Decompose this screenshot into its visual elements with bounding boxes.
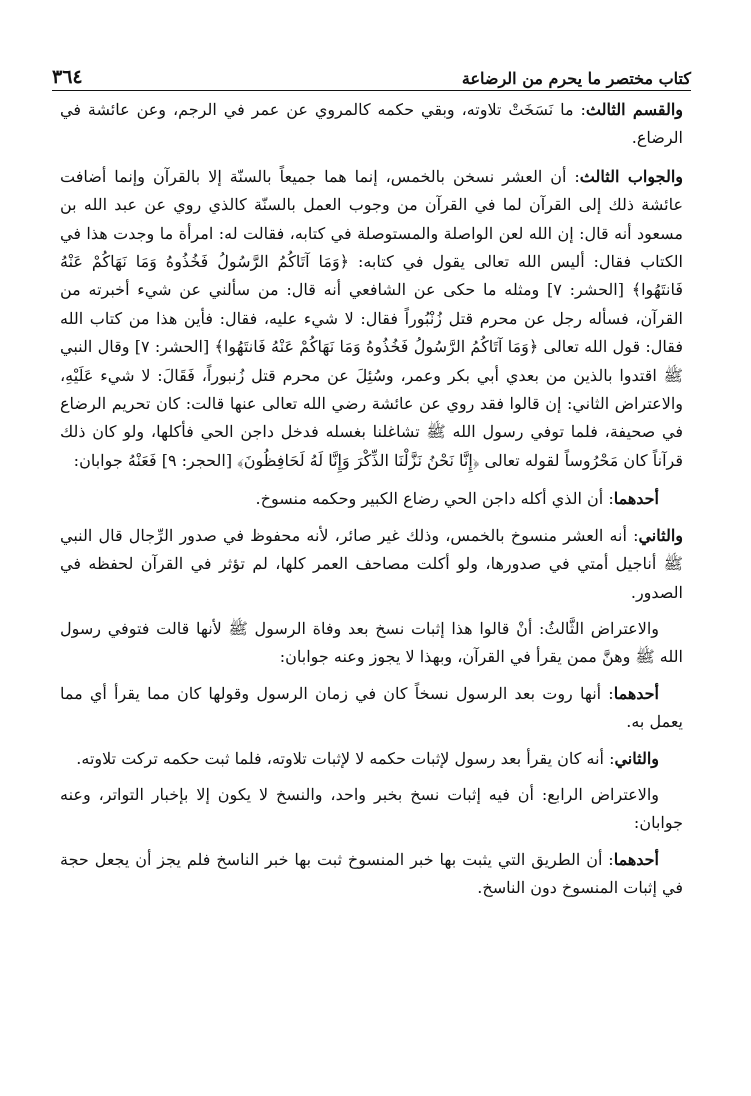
page-body	[60, 96, 683, 911]
header-divider	[52, 90, 691, 91]
paragraph-text: : ما نَسَخَتْ تلاوته، وبقي حكمه كالمروي عن عمر في الرجم، وعن عائشة في الرضاع.	[60, 100, 683, 148]
paragraph-lead: والثاني	[614, 748, 659, 768]
paragraph-lead: أحدهما	[613, 849, 659, 869]
paragraph-text: : أن الطريق التي يثبت بها خبر المنسوخ ثبت بها خبر الناسخ فلم يجز أن يجعل حجة في إثبات المنسوخ دون الناسخ.	[60, 849, 683, 898]
paragraph-lead: والجواب الثالث	[579, 166, 684, 186]
page-header	[52, 58, 691, 88]
paragraph-lead: والقسم الثالث	[585, 100, 683, 119]
paragraph-text: والاعتراض الثَّالثُ: أنْ قالوا هذا إثبات نسخ بعد وفاة الرسول ﷺ لأنها قالت فتوفي رسول الله ﷺ وهنَّ ممن يقرأ في القرآن، وبهذا لا يجوز وعنه جوابان:	[60, 618, 683, 667]
paragraph-first-response-a	[60, 485, 683, 513]
paragraph-second-response-a	[60, 522, 683, 607]
paragraph-text: : أنها روت بعد الرسول نسخاً كان في زمان الرسول وقولها كان مما يقرأ أي مما يعمل به.	[60, 683, 683, 732]
paragraph-first-response-b	[60, 680, 683, 737]
paragraph-second-response-b	[60, 745, 683, 773]
paragraph-third-answer	[60, 163, 683, 475]
paragraph-text: : أن العشر نسخن بالخمس، إنما هما جميعاً بالسنّة إلا بالقرآن وإنما أضافت عائشة ذلك إلى القرآن لما في القرآن من وجوب العمل بالسنّة كالذي روي عن عبد الله بن مسعود أنه قال: إن الله لعن الواصلة والمستوصلة في كتابه، فقالت له: امرأة ما وجدت هذا في الكتاب فقال: أليس الله تعالى يقول في كتابه: ﴿وَمَا آتَاكُمُ الرَّسُولُ فَخُذُوهُ وَمَا نَهَاكُمْ عَنْهُ فَانتَهُوا﴾ [الحشر: ٧] ومثله ما حكى عن الشافعي أنه قال: من سألني عن شيء أخبرته من القرآن، فسأله رجل عن محرم قتل زُنْبُوراً فقال: لا شيء عليه، فقال: فأين هذا من كتاب الله فقال: قول الله تعالى ﴿وَمَا آتَاكُمُ الرَّسُولُ فَخُذُوهُ وَمَا نَهَاكُمْ عَنْهُ فَانتَهُوا﴾ [الحشر: ٧] وقال النبي ﷺ اقتدوا بالذين من بعدي أبي بكر وعمر، وسُئِلَ عن محرم قتل زُنبوراً، فَقَالَ: لا شيء عَلَيْهِ، والاعتراض الثاني: إن قالوا فقد روي عن عائشة رضي الله تعالى عنها قالت: كان تحريم الرضاع في صحيفة، فلما توفي رسول الله ﷺ تشاغلنا بغسله فدخل داجن الحي فأكلها، ولو كان ذلك قرآناً كان مَحْرُوساً لقوله تعالى ﴿إِنَّا نَحْنُ نَزَّلْنَا الذِّكْرَ وَإِنَّا لَهُ لَحَافِظُونَ﴾ [الحجر: ٩] فَعَنْهُ جوابان:	[60, 166, 684, 470]
paragraph-text: : أنه كان يقرأ بعد رسول لإثبات حكمه لا لإثبات تلاوته، فلما ثبت حكمه تركت تلاوته.	[76, 748, 615, 768]
paragraph-lead: أحدهما	[613, 683, 659, 703]
paragraph-text: : أنه العشر منسوخ بالخمس، وذلك غير صائر، لأنه محفوظ في صدور الرِّجال قال النبي ﷺ أناجيل أمتي في صدورها، ولو أكلت مصاحف العمر كلها، لم تؤثر في القرآن لحفظه في الصدور.	[60, 525, 683, 602]
paragraph-fourth-objection	[60, 781, 683, 838]
running-title: كتاب مختصر ما يحرم من الرضاعة	[461, 69, 691, 88]
paragraph-lead: والثاني	[638, 525, 683, 545]
paragraph-text: والاعتراض الرابع: أن فيه إثبات نسخ بخبر واحد، والنسخ لا يكون إلا بإخبار التواتر، وعنه جوابان:	[60, 784, 683, 833]
paragraph-text: : أن الذي أكله داجن الحي رضاع الكبير وحكمه منسوخ.	[255, 489, 614, 509]
paragraph-third-objection	[60, 615, 683, 672]
paragraph-first-response-c	[60, 846, 683, 903]
paragraph-lead: أحدهما	[613, 489, 659, 509]
paragraph-third-section	[60, 96, 683, 153]
page-number: ٣٦٤	[52, 66, 83, 88]
